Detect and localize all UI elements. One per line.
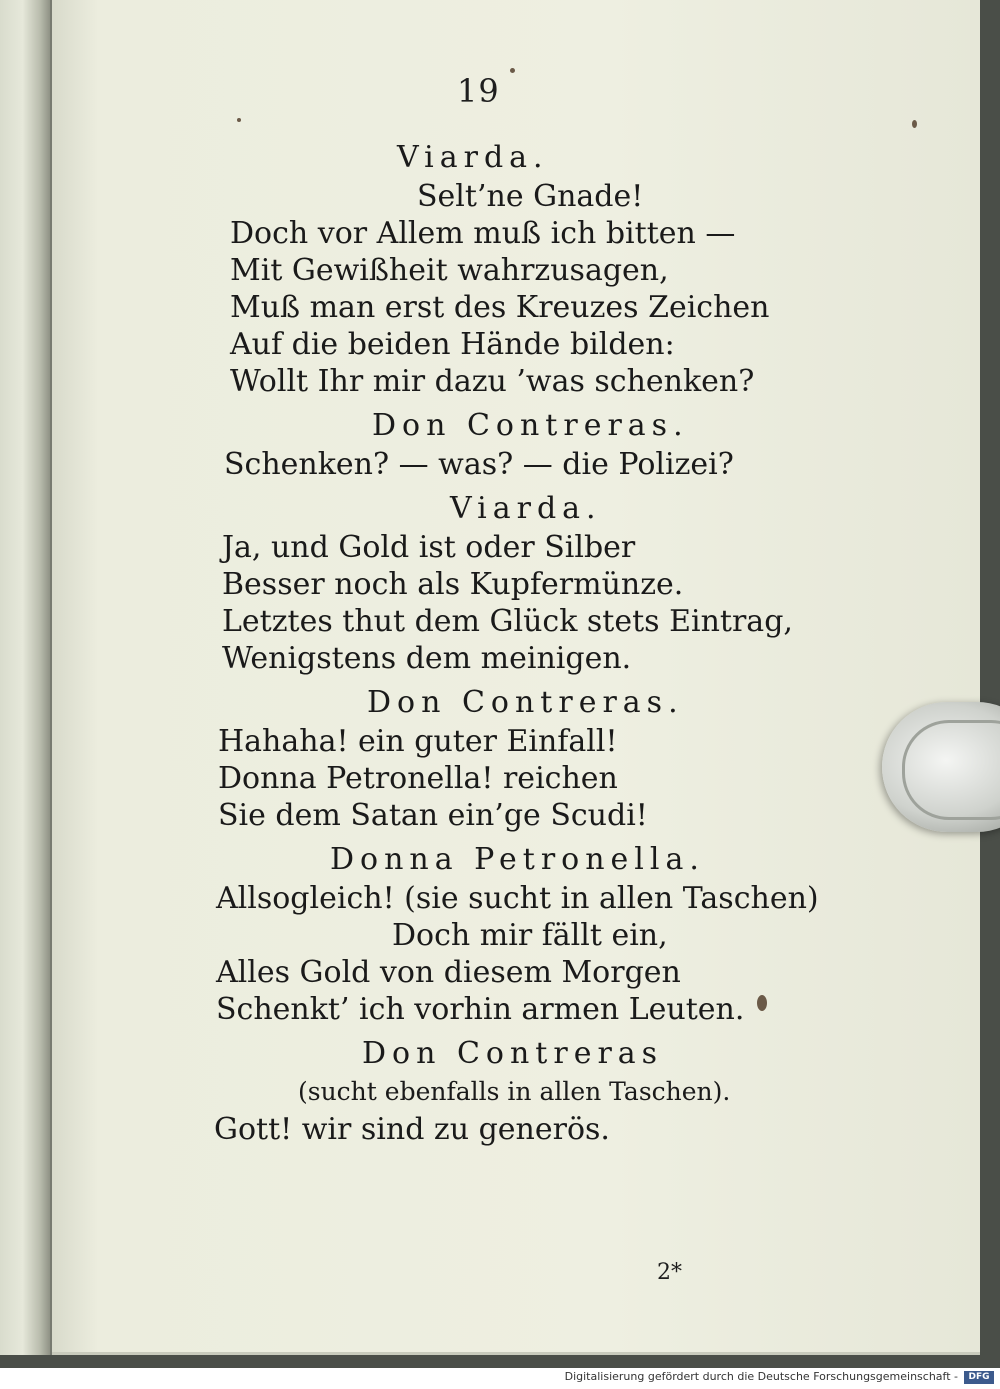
verse-line: Schenkt’ ich vorhin armen Leuten.	[216, 992, 745, 1027]
verse-line: Muß man erst des Kreuzes Zeichen	[230, 290, 770, 325]
verse-line: Wollt Ihr mir dazu ’was schenken?	[230, 364, 755, 399]
verse-line: Doch mir fällt ein,	[392, 918, 668, 953]
speaker-name: Viarda.	[450, 491, 602, 526]
ink-spot	[510, 68, 515, 73]
verse-line: Gott! wir sind zu generös.	[214, 1112, 610, 1147]
verse-line: Mit Gewißheit wahrzusagen,	[230, 253, 669, 288]
speaker-name: Donna Petronella.	[330, 842, 705, 877]
verse-line: Auf die beiden Hände bilden:	[230, 327, 675, 362]
verse-line: Sie dem Satan ein’ge Scudi!	[218, 798, 648, 833]
speaker-name: Don Contreras.	[367, 685, 684, 720]
footer-bar	[0, 1368, 1000, 1389]
verse-line: Schenken? — was? — die Polizei?	[224, 447, 734, 482]
footer-credit: Digitalisierung gefördert durch die Deutsche Forschungsgemeinschaft -	[564, 1370, 958, 1383]
verse-line: Alles Gold von diesem Morgen	[216, 955, 681, 990]
verse-line: Letztes thut dem Glück stets Eintrag,	[222, 604, 793, 639]
stage-direction: (sucht ebenfalls in allen Taschen).	[298, 1077, 731, 1106]
verse-line: Ja, und Gold ist oder Silber	[222, 530, 636, 565]
page-clip	[882, 702, 1000, 832]
ink-spot	[912, 120, 917, 128]
ink-spot	[757, 995, 767, 1011]
verse-line: Besser noch als Kupfermünze.	[222, 567, 684, 602]
verse-line: Allsogleich! (sie sucht in allen Taschen)	[216, 881, 819, 916]
dfg-logo: DFG	[964, 1371, 994, 1384]
page-clip-inner	[902, 720, 1000, 820]
signature-mark: 2*	[657, 1260, 682, 1285]
ink-spot	[237, 118, 241, 122]
verse-line: Donna Petronella! reichen	[218, 761, 618, 796]
book-page	[52, 0, 980, 1355]
page-number: 19	[457, 72, 500, 110]
speaker-name: Don Contreras.	[372, 408, 689, 443]
verse-line: Hahaha! ein guter Einfall!	[218, 724, 618, 759]
speaker-name: Don Contreras	[362, 1036, 664, 1071]
left-page-edge	[0, 0, 52, 1355]
verse-line: Selt’ne Gnade!	[417, 179, 644, 214]
verse-line: Doch vor Allem muß ich bitten —	[230, 216, 736, 251]
verse-line: Wenigstens dem meinigen.	[222, 641, 632, 676]
speaker-name: Viarda.	[397, 140, 549, 175]
